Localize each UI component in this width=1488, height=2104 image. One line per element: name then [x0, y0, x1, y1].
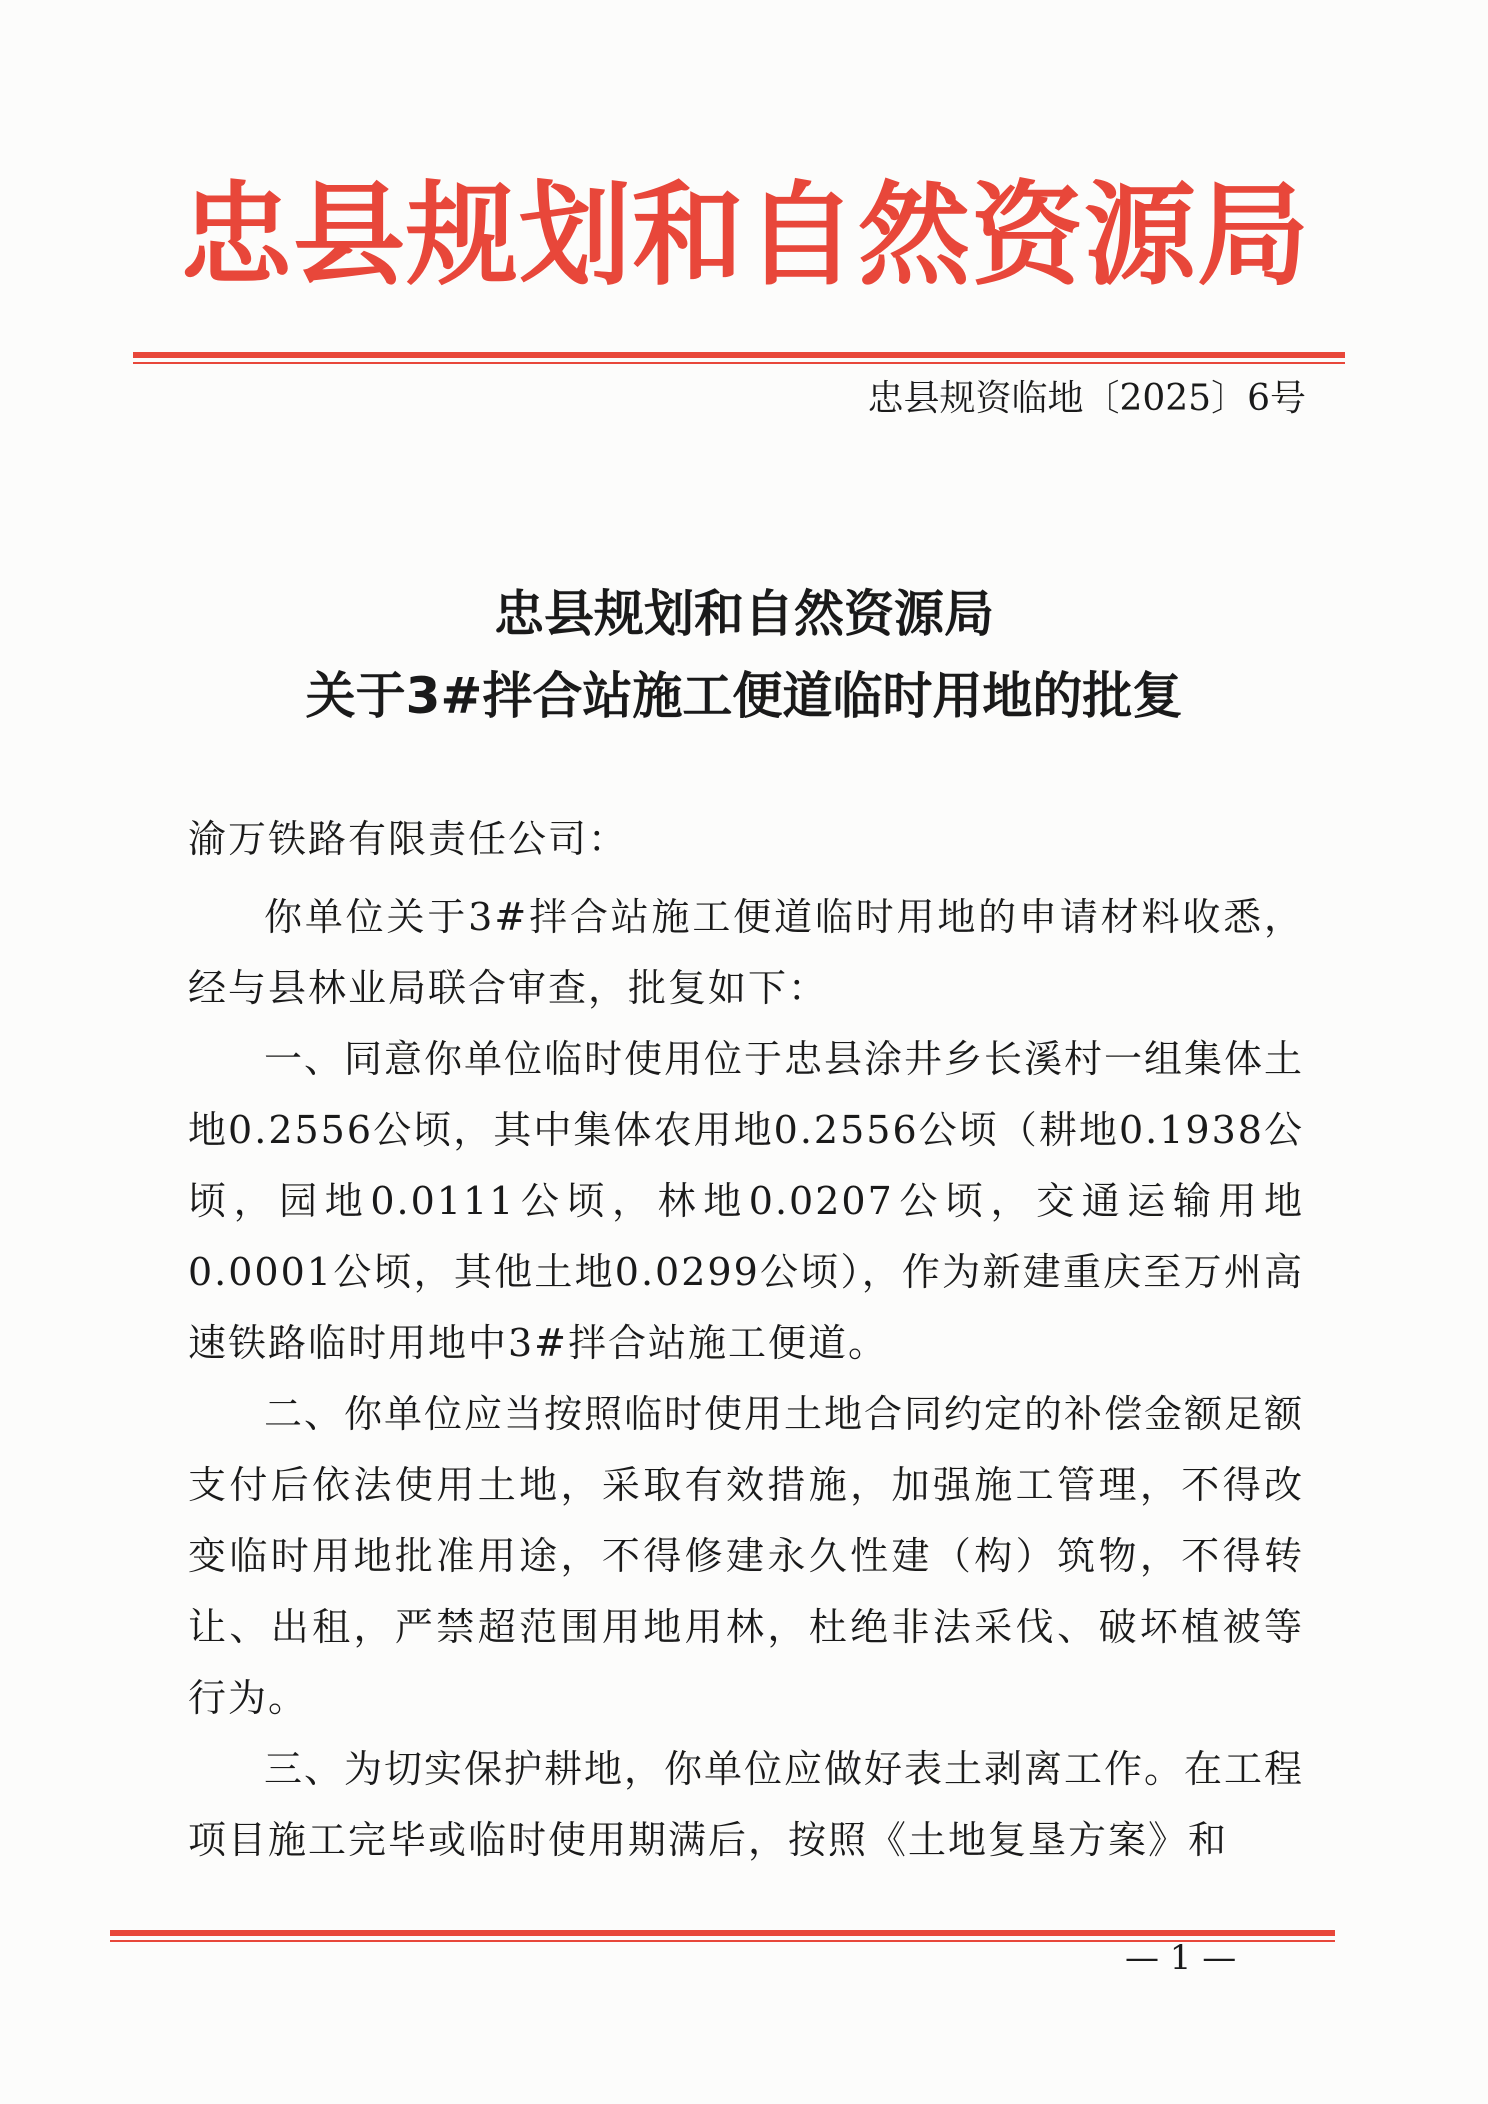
header-rule-thin [133, 362, 1345, 364]
header-rule-thick [133, 352, 1345, 358]
agency-letterhead: 忠县规划和自然资源局 [180, 171, 1310, 301]
paragraph-item-2: 二、你单位应当按照临时使用土地合同约定的补偿金额足额支付后依法使用土地，采取有效措施，加强施工管理，不得改变临时用地批准用途，不得修建永久性建（构）筑物，不得转让、出租，严禁超范围用地用林，杜绝非法采伐、破坏植被等行为。 [188, 1392, 1305, 1720]
paragraph-item-1: 一、同意你单位临时使用位于忠县涂井乡长溪村一组集体土地0.2556公顷，其中集体农用地0.2556公顷（耕地0.1938公顷，园地0.0111公顷，林地0.0207公顷，交通运输用地0.0001公顷，其他土地0.0299公顷），作为新建重庆至万州高速铁路临时用地中3#拌合站施工便道。 [188, 1037, 1305, 1365]
page-number: — 1 — [1125, 1938, 1237, 1978]
document-number: 忠县规资临地〔2025〕6号 [867, 378, 1306, 419]
paragraph-intro: 你单位关于3#拌合站施工便道临时用地的申请材料收悉，经与县林业局联合审查，批复如下： [188, 895, 1304, 1010]
paragraph-item-3: 三、为切实保护耕地，你单位应做好表土剥离工作。在工程项目施工完毕或临时使用期满后，按照《土地复垦方案》和 [188, 1747, 1305, 1862]
document-title-line-2: 关于3#拌合站施工便道临时用地的批复 [305, 667, 1183, 725]
addressee: 渝万铁路有限责任公司： [188, 817, 629, 861]
document-title-line-1: 忠县规划和自然资源局 [494, 585, 994, 643]
footer-rule-thick [110, 1930, 1335, 1936]
document-body [188, 882, 1304, 1876]
